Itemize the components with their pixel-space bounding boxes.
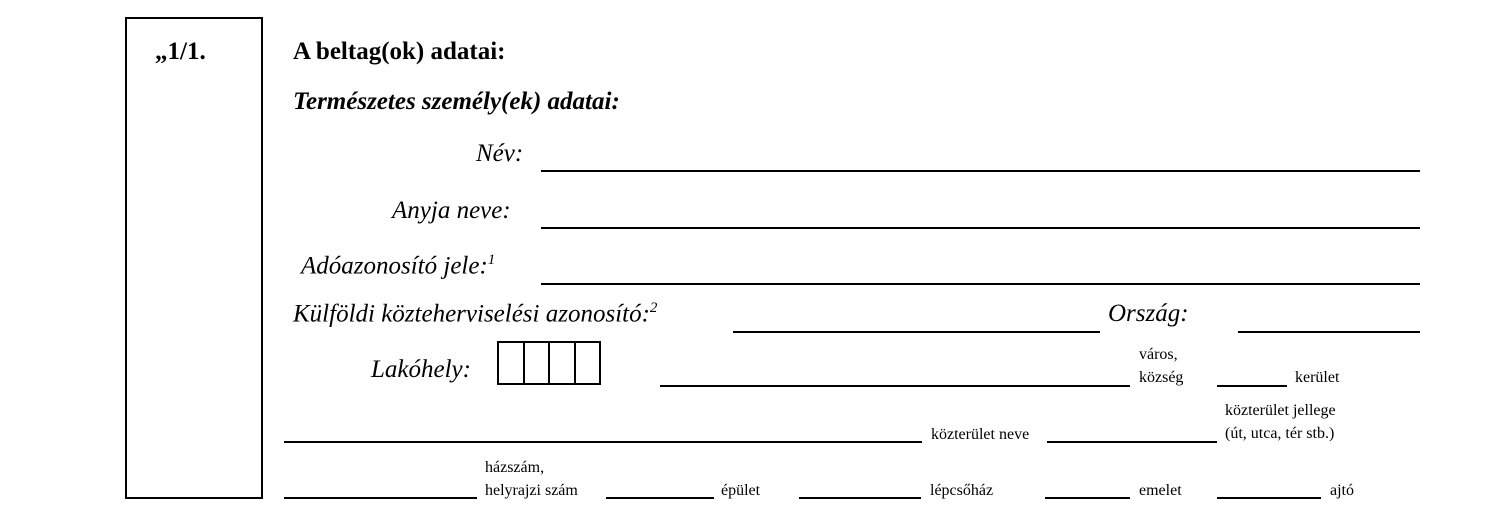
postal-code-boxes[interactable] [497,341,601,385]
orszag-label: Ország: [1108,300,1189,327]
footnote-1: 1 [487,252,496,268]
lakohely-label: Lakóhely: [371,356,471,383]
hazszam-field[interactable] [284,497,477,499]
anyja-neve-field[interactable] [541,227,1420,229]
epulet-field[interactable] [606,497,714,499]
section-number: „1/1. [155,38,206,65]
epulet-label: épület [721,482,761,499]
nev-field[interactable] [541,170,1420,172]
section-subtitle: Természetes személy(ek) adatai: [293,88,620,115]
kulfoldi-label: Külföldi közteherviselési azonosító:$^2$ [293,300,658,328]
kulfoldi-field[interactable] [733,331,1100,333]
lepcsohaz-field[interactable] [799,497,921,499]
hazszam-label: házszám, helyrajzi szám [485,459,578,499]
ajto-field[interactable] [1217,497,1321,499]
section-number-box [125,17,263,499]
kozterulet-neve-field[interactable] [284,441,922,443]
section-title: A beltag(ok) adatai: [293,38,506,65]
orszag-field[interactable] [1238,331,1420,333]
footnote-2: 2 [649,300,658,316]
emelet-label: emelet [1139,482,1182,499]
anyja-neve-label: Anyja neve: [392,197,511,224]
kozterulet-jellege-field[interactable] [1047,441,1217,443]
nev-label: Név: [476,140,524,167]
kerulet-field[interactable] [1217,385,1287,387]
varos-field[interactable] [660,385,1130,387]
kerulet-label: kerület [1295,369,1340,386]
kozterulet-jellege-label: közterület jellege (út, utca, tér stb.) [1225,402,1336,442]
adoazonosito-label: Adóazonosító jele:$^1$ [301,252,496,280]
emelet-field[interactable] [1045,497,1130,499]
ajto-label: ajtó [1330,482,1354,499]
lepcsohaz-label: lépcsőház [930,482,994,499]
kozterulet-neve-label: közterület neve [931,426,1030,443]
varos-label: város, község [1139,346,1184,386]
adoazonosito-field[interactable] [541,283,1420,285]
